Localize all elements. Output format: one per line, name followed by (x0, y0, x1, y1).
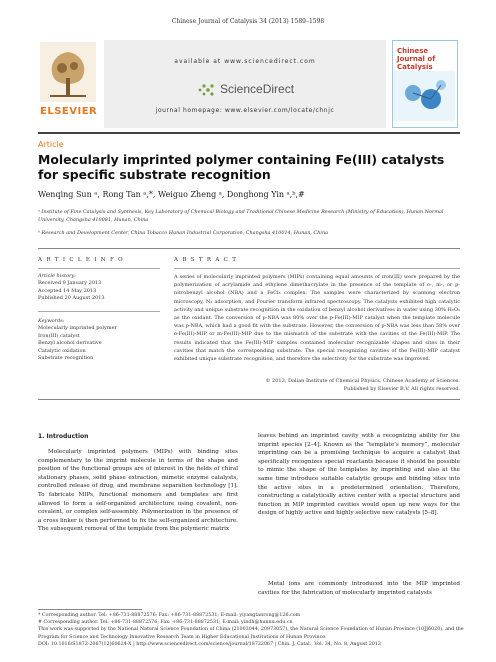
article-title: Molecularly imprinted polymer containing Fe(III) catalysts for specific substrate recognition (38, 152, 445, 182)
divider (38, 399, 460, 400)
footnote-funding: This work was supported by the National Natural Science Foundation of China (21003044, 20973057), the Natural Science Foundation of Hunan Province (10JJ6020), and the Program for Science and Technology Innovative Research Team in Higher Educational Institutions of Hunan Province. (38, 627, 464, 640)
keyword: Substrate recognition (38, 355, 94, 362)
abstract-heading: A B S T R A C T (174, 257, 238, 263)
keyword: Benzyl alcohol derivative (38, 340, 102, 347)
intro-left-column: Molecularly imprinted polymers (MIPs) with binding sites complementary to the imprint molecule in terms of the shape and position of the functional groups are of interest in the fields of chiral stationary phases, solid phase extraction, mimetic enzyme catalysts, controlled release of drug, and membrane separation technology [1]. To fabricate MIPs, functional monomers and templates are first allowed to form a self-organized architecture using covalent, non-covalent, or complex self-assembly. Polymerization in the presence of a cross linker is then performed to fix the self-organized architecture. The subsequent removal of the template from the polymeric matrix (38, 449, 238, 533)
footnote-doi: DOI: 10.1016/S1872-2067(12)60624-X | http://www.sciencedirect.com/science/journal/18722067 | Chin. J. Catal., Vol. 34, No. 8, August 2013 (38, 641, 381, 647)
footnote-rule (38, 609, 142, 610)
abstract-rule (174, 268, 460, 269)
availability-line: available at www.sciencedirect.com (174, 58, 316, 65)
authors: Wenqing Sun ᵃ, Rong Tan ᵃ,*, Weiguo Zheng ᵃ, Donghong Yin ᵃ,ᵇ,# (38, 190, 305, 199)
intro-right-column: leaves behind an imprinted cavity with a recognizing ability for the imprint species [2–4]. Known as the “template’s memory”, molecular imprinting can be a promising technique to acquire a catalyst that specifically recognizes special reactants because it should be possible to mimic the shape of the templates by imprinting and also at the same time introduce suitable catalytic groups and binding sites into the active sites in a predetermined orientation. Therefore, constructing a catalytically active center with a special structure and function in MIP imprinted cavities would open up new ways for the design of highly active and highly selective new catalysts [5–8]. (258, 433, 460, 517)
elsevier-tree-icon (40, 42, 96, 102)
accepted-date: Accepted 14 May 2013 (38, 287, 97, 294)
footnotes (38, 612, 468, 648)
copyright (174, 377, 460, 393)
journal-homepage[interactable]: journal homepage: www.elsevier.com/locate/chnjc (155, 107, 335, 114)
affiliation-b: ᵇ Research and Development Center, China Tobacco Hunan Industrial Corporation, Changsha 410014, Hunan, China (38, 230, 329, 236)
history-label: Article history: (38, 273, 76, 279)
abstract-text: A series of molecularly imprinted polymers (MIPs) containing equal amounts of iron(III) were prepared by the polymerization of acrylamide and ethylene dimethacrylate in the presence of the template of o-, m-, or p-nitrobenzyl alcohol (NBA) and a FeCl₃ complex. The samples were characterized by scanning electron microscopy, N₂ adsorption, and Fourier transform infrared spectroscopy. The catalysts exhibited high catalytic activity and unique substrate recognition in the oxidation of benzyl alcohol derivatives in water using 30% H₂O₂ as the oxidant. The conversion of p-NBA was 80% over the p-Fe(III)-MIP catalyst when the template molecule was p-NBA, which had a good fit with the substrate. However, the conversion of p-NBA was less than 58% over o-Fe(III)-MIP or m-Fe(III)-MIP due to the mismatch of the substrate with the cavities of the Fe(III)-MIP. The results indicated that the Fe(III)-MIP samples contained molecular recognizable shapes and sites in their cavities that match the corresponding substrate. The special recognizing cavities of the Fe(III)-MIP catalyst exhibited unique substrate recognition, and therefore the selectivity for the substrate was improved. (174, 274, 460, 363)
section-heading: 1. Introduction (38, 433, 89, 440)
info-rule (38, 311, 160, 312)
keywords-label: Keywords: (38, 318, 65, 324)
received-date: Received 9 January 2013 (38, 280, 102, 287)
keyword: Molecularly imprinted polymer (38, 325, 117, 332)
affiliation-a: ᵃ Institute of Fine Catalysis and Synthesis, Key Laboratory of Chemical Biology and Traditional Chinese Medicine Research (Ministry of Education), Hunan Normal University, Changsha 410081, Hunan, China (38, 209, 444, 223)
footnote-corresponding-1: * Corresponding author. Tel: +86-731-88872576; Fax: +86-731-88872531; E-mail: yiyangtanrong@126.com (38, 613, 301, 618)
footnote-corresponding-2: # Corresponding author. Tel: +86-731-88872576; Fax: +86-731-88872531; E-mail: yindh@hunnu.edu.cn (38, 620, 293, 626)
intro-right-column-continued: Metal ions are commonly introduced into the MIP imprinted cavities for the fabrication of molecularly imprinted catalysts (258, 581, 460, 596)
svg-text:ScienceDirect: ScienceDirect (220, 82, 295, 96)
elsevier-logo (40, 42, 100, 128)
journal-citation: Chinese Journal of Catalysis 34 (2013) 1589–1598 (171, 18, 325, 25)
divider (38, 248, 460, 249)
copyright-line: © 2013, Dalian Institute of Chemical Physics, Chinese Academy of Sciences. (265, 378, 460, 384)
journal-cover (392, 40, 458, 128)
info-rule (38, 268, 160, 269)
article-history (38, 273, 162, 303)
sciencedirect-dots-icon (196, 78, 306, 98)
keywords (38, 318, 162, 362)
keyword: Catalytic oxidation (38, 347, 86, 354)
article-info-heading: A R T I C L E I N F O (38, 257, 124, 263)
publisher-name: ELSEVIER (40, 106, 98, 117)
sciencedirect-logo (196, 78, 306, 98)
cover-molecule-icon (393, 71, 455, 121)
copyright-line: Published by Elsevier B.V. All rights reserved. (343, 386, 460, 393)
header-rule (38, 132, 460, 134)
keyword: Iron(III) catalyst (38, 332, 80, 339)
article-type: Article (38, 140, 64, 149)
cover-title: Chinese Journal of Catalysis (397, 47, 436, 71)
published-date: Published 20 August 2013 (38, 295, 105, 302)
